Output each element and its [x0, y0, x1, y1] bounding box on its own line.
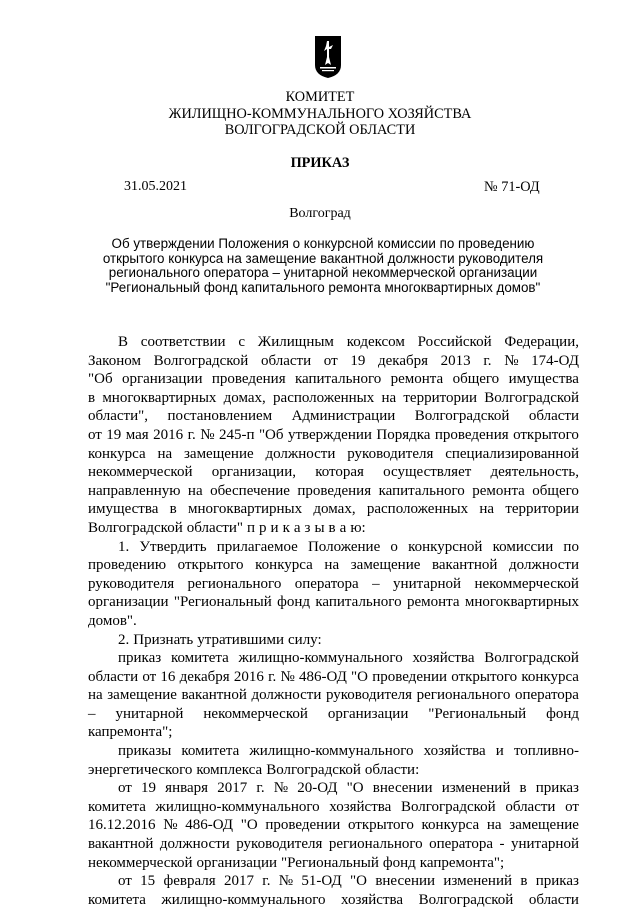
body-line: на замещение вакантной должности руководителя регионального оператора: [88, 687, 579, 704]
title-line: регионального оператора – унитарной некоммерческой организации: [108, 265, 538, 281]
volgograd-emblem-icon: [314, 35, 342, 79]
body-line: Законом Волгоградской области от 19 декабря 2013 г. № 174-ОД: [88, 352, 579, 369]
body-line: проведению открытого конкурса на замещение вакантной должности: [88, 557, 579, 574]
title-line: Об утверждении Положения о конкурсной комиссии по проведению: [111, 236, 535, 251]
body-line: от 19 мая 2016 г. № 245-п "Об утверждении Порядка проведения открытого: [88, 426, 579, 443]
body-line: энергетического комплекса Волгоградской области:: [88, 761, 420, 778]
body-line: Волгоградской области" п р и к а з ы в а ю:: [88, 519, 366, 536]
body-line: от 19 января 2017 г. № 20-ОД "О внесении изменений в приказ: [118, 780, 579, 797]
body-line: приказы комитета жилищно-коммунального хозяйства и топливно-: [118, 743, 579, 760]
title-line: открытого конкурса на замещение вакантной должности руководителя: [102, 250, 544, 266]
body-line: организации "Региональный фонд капитального ремонта многоквартирных: [88, 594, 579, 611]
document-type: ПРИКАЗ: [290, 155, 350, 171]
body-line: 16.12.2016 № 486-ОД "О проведении открытого конкурса на замещение: [88, 817, 579, 834]
document-title: [88, 237, 558, 295]
document-body: [88, 333, 579, 909]
body-line: вакантной должности руководителя регионального оператора - унитарной: [88, 836, 579, 853]
body-line: 1. Утвердить прилагаемое Положение о конкурсной комиссии по: [118, 538, 579, 555]
body-line: некоммерческой организации "Региональный фонд капремонта";: [88, 854, 505, 871]
title-line: "Региональный фонд капитального ремонта многоквартирных домов": [105, 279, 541, 295]
body-line: – унитарной некоммерческой организации "Региональный фонд: [88, 705, 579, 722]
body-line: домов".: [88, 612, 137, 629]
org-name-line-2: ЖИЛИЩНО-КОММУНАЛЬНОГО ХОЗЯЙСТВА: [168, 106, 472, 122]
body-line: В соответствии с Жилищным кодексом Российской Федерации,: [118, 334, 579, 350]
document-city: Волгоград: [289, 206, 351, 221]
org-name-line-3: ВОЛГОГРАДСКОЙ ОБЛАСТИ: [224, 122, 416, 138]
body-line: имущества в многоквартирных домах, расположенных на территории: [88, 501, 579, 518]
body-line: комитета жилищно-коммунального хозяйства Волгоградской области: [88, 891, 579, 908]
body-line: капремонта";: [88, 724, 173, 741]
body-line: 2. Признать утратившими силу:: [118, 631, 322, 648]
body-line: от 15 февраля 2017 г. № 51-ОД "О внесении изменений в приказ: [118, 873, 579, 890]
body-line: конкурса на замещение должности руководителя специализированной: [88, 445, 579, 462]
org-name-line-1: КОМИТЕТ: [285, 89, 355, 105]
document-number: № 71-ОД: [484, 179, 540, 195]
body-line: в многоквартирных домах, расположенных на территории Волгоградской: [88, 389, 579, 406]
body-line: "Об организации проведения капитального ремонта общего имущества: [88, 371, 579, 388]
body-line: некоммерческой организации, которая осуществляет деятельность,: [88, 464, 579, 481]
document-date: 31.05.2021: [124, 179, 187, 194]
body-line: направленную на обеспечение проведения капитального ремонта общего: [88, 482, 579, 499]
body-line: области от 16 декабря 2016 г. № 486-ОД "О проведении открытого конкурса: [88, 668, 579, 685]
body-line: приказ комитета жилищно-коммунального хозяйства Волгоградской: [118, 650, 579, 667]
body-line: комитета жилищно-коммунального хозяйства Волгоградской области от: [88, 798, 579, 815]
body-line: области", постановлением Администрации Волгоградской области: [88, 408, 579, 425]
body-line: руководителя регионального оператора – унитарной некоммерческой: [88, 575, 579, 592]
